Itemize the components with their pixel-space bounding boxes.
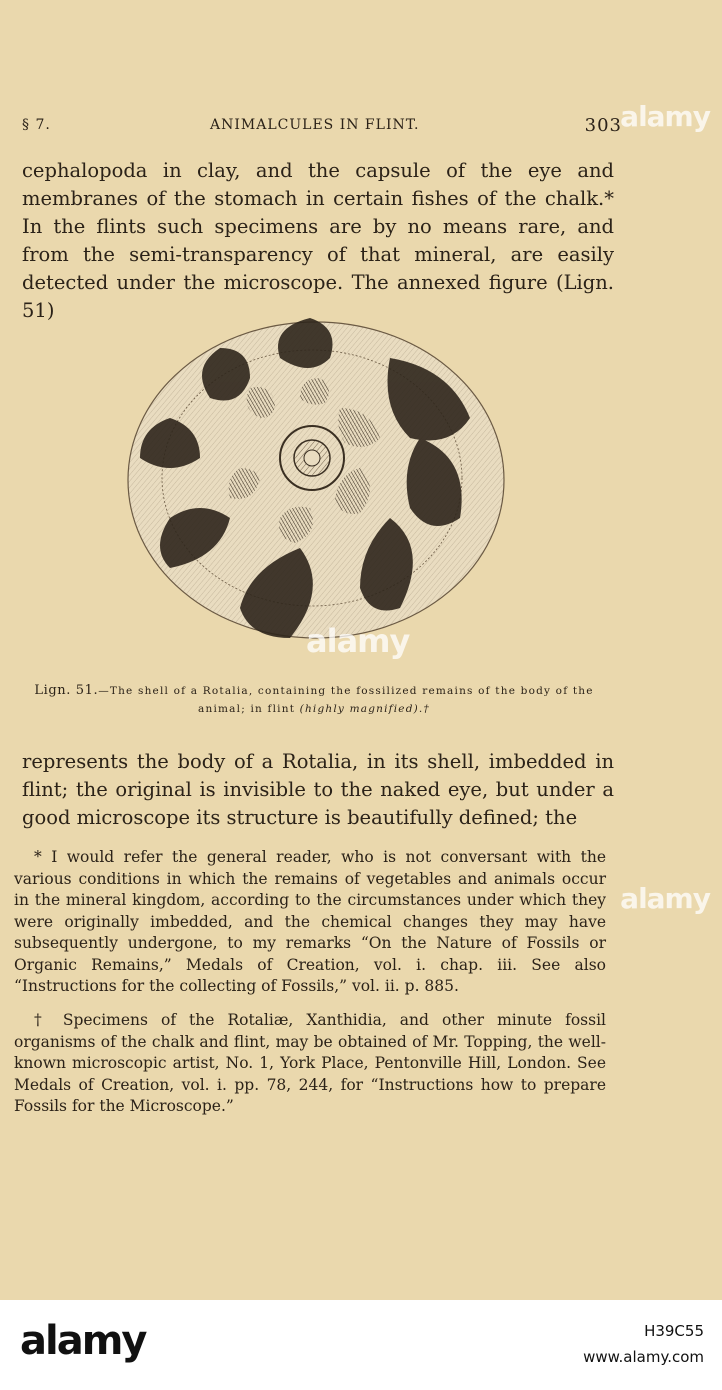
running-header: [22, 115, 622, 139]
watermark-mid: alamy: [620, 882, 710, 915]
rotalia-shell-icon: [120, 318, 516, 654]
page-number: 303: [584, 115, 622, 136]
image-id: H39C55: [644, 1322, 704, 1340]
watermark-top: alamy: [620, 100, 710, 133]
paragraph-2: represents the body of a Rotalia, in its shell, imbedded in flint; the original is invisible to the naked eye, but under a good microscope its structure is beautifully defined; the: [22, 750, 614, 829]
site-url[interactable]: www.alamy.com: [583, 1348, 704, 1366]
footnote-1: * I would refer the general reader, who is not conversant with the various conditions in which the remains of vegetables and animals occur in the mineral kingdom, according to the circumstances under which they were originally imbedded, and the chemical changes they may have subsequently undergone, to my remarks “On the Nature of Fossils or Organic Remains,” Medals of Creation, vol. i. chap. iii. See also “Instructions for the collecting of Fossils,” vol. ii. p. 885.: [14, 848, 606, 995]
caption-magnification: (highly magnified).†: [299, 703, 430, 715]
watermark-center: alamy: [306, 622, 410, 660]
section-number: § 7.: [22, 117, 51, 133]
caption-label: Lign. 51.: [34, 683, 99, 698]
alamy-logo: alamy: [20, 1318, 146, 1364]
stock-footer: [0, 1300, 722, 1390]
running-title: ANIMALCULES IN FLINT.: [210, 117, 420, 133]
paragraph-1: cephalopoda in clay, and the capsule of the eye and membranes of the stomach in certain fishes of the chalk.* In the flints such specimens are by no means rare, and from the semi-transparency of that mineral, are easily detected under the microscope. The annexed figure (Lign. 51): [22, 159, 614, 322]
footnote-2: † Specimens of the Rotaliæ, Xanthidia, and other minute fossil organisms of the chalk and flint, may be obtained of Mr. Topping, the well-known microscopic artist, No. 1, York Place, Pentonville Hill, London. See Medals of Creation, vol. i. pp. 78, 244, for “Instructions how to prepare Fossils for the Microscope.”: [14, 1011, 606, 1115]
caption-text: —The shell of a Rotalia, containing the fossilized remains of the body of the animal; in flint: [98, 685, 594, 715]
rotalia-figure: [120, 318, 516, 654]
figure-caption: [14, 682, 614, 718]
